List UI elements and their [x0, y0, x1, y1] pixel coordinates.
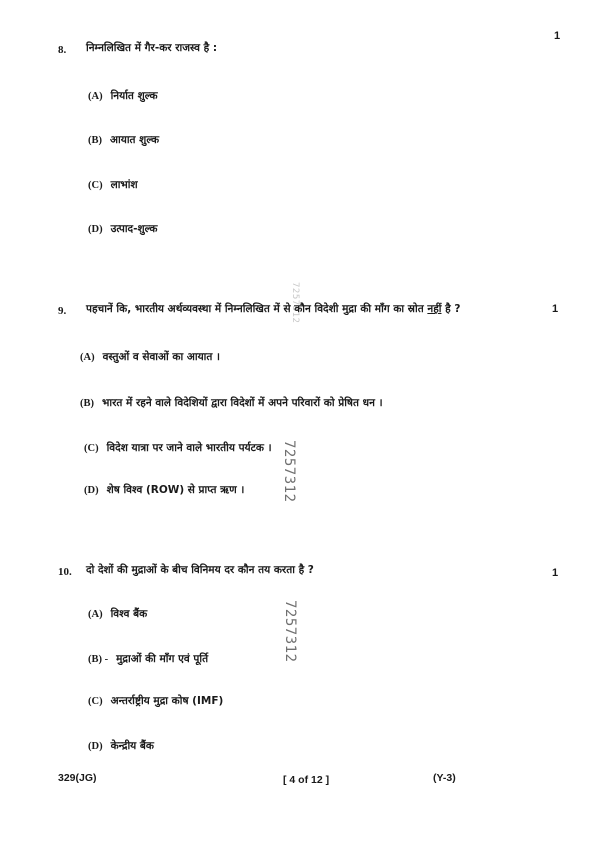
option-label: (D) [84, 485, 99, 496]
question-text [86, 302, 460, 316]
option-label: (A) [80, 352, 95, 363]
option-c [88, 694, 223, 708]
option-text: शेष विश्व (ROW) से प्राप्त ऋण । [106, 484, 245, 496]
option-text: उत्पाद-शुल्क [110, 223, 158, 235]
option-label: (D) [88, 224, 103, 235]
option-text: मुद्राओं की माँग एवं पूर्ति [116, 653, 209, 665]
option-label: (B) [88, 135, 102, 146]
serial-stamp-faint: 7257312 [290, 282, 300, 324]
option-label: (B) [80, 398, 94, 409]
set-code: (Y-3) [433, 772, 456, 784]
option-text: लाभांश [110, 179, 138, 191]
option-d [88, 222, 157, 236]
option-text: भारत में रहने वाले विदेशियों द्वारा विदेशों में अपने परिवारों को प्रेषित धन । [102, 397, 383, 409]
serial-stamp: 7257312 [282, 600, 298, 663]
option-text: केन्द्रीय बैंक [110, 740, 154, 752]
question-marks: 1 [552, 567, 559, 579]
option-text: आयात शुल्क [110, 134, 160, 146]
option-a [80, 350, 220, 364]
question-text: निम्नलिखित में गैर-कर राजस्व है : [86, 42, 218, 54]
option-label: (A) [88, 91, 103, 102]
option-b [80, 396, 383, 410]
option-text: निर्यात शुल्क [110, 90, 158, 102]
question-number: 9. [58, 305, 67, 317]
option-label: (C) [88, 696, 103, 707]
question-text-part: है ? [441, 303, 461, 315]
question-number: 10. [58, 566, 72, 578]
option-c [88, 178, 138, 192]
question-number: 8. [58, 44, 67, 56]
option-label: (B) - [88, 654, 109, 665]
option-d [88, 739, 154, 753]
option-text: अन्तर्राष्ट्रीय मुद्रा कोष (IMF) [110, 695, 224, 707]
option-a [88, 89, 158, 103]
page-number: [ 4 of 12 ] [283, 774, 330, 786]
option-label: (C) [88, 180, 103, 191]
paper-code: 329(JG) [58, 772, 97, 784]
question-text-part: पहचानें कि, भारतीय अर्थव्यवस्था में निम्नलिखित में से कौन विदेशी मुद्रा की माँग का स्रोत [86, 303, 428, 315]
question-text-emphasis: नहीं [427, 303, 442, 315]
option-text: विदेश यात्रा पर जाने वाले भारतीय पर्यटक । [106, 442, 272, 454]
option-a [88, 607, 147, 621]
option-c [84, 441, 272, 455]
option-text: वस्तुओं व सेवाओं का आयात । [102, 351, 221, 363]
question-8-marks: 1 [554, 30, 561, 42]
question-text: दो देशों की मुद्राओं के बीच विनिमय दर कौन तय करता है ? [86, 564, 314, 576]
option-label: (D) [88, 741, 103, 752]
option-label: (C) [84, 443, 99, 454]
question-marks: 1 [552, 303, 559, 315]
option-label: (A) [88, 609, 103, 620]
option-b [88, 652, 208, 666]
serial-stamp: 7257312 [281, 440, 297, 503]
option-d [84, 483, 244, 497]
option-b [88, 133, 159, 147]
option-text: विश्व बैंक [110, 608, 148, 620]
